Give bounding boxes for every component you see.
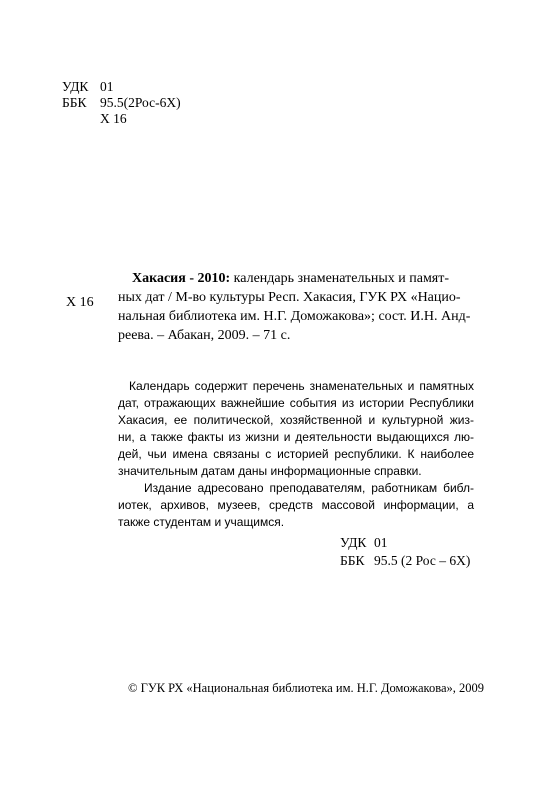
annotation-line: иотек, архивов, музеев, средств массовой информации, а [118, 498, 474, 512]
entry-line-1 [118, 269, 450, 288]
annotation-line: Хакасия, ее политической, хозяйственной и культурной жиз- [118, 413, 474, 427]
udk-label: УДК [340, 535, 367, 550]
bbk-value: 95.5(2Рос-6Х) [100, 95, 181, 110]
entry-line-4: реева. – Абакан, 2009. – 71 с. [118, 328, 291, 343]
annotation-line: Календарь содержит перечень знаменательных и памятных [129, 379, 474, 393]
bottom-udk-line [340, 533, 388, 552]
annotation [118, 378, 474, 531]
bibliographic-entry [118, 269, 471, 345]
annotation-line: дей, чьи имена связаны с историей республики. К наиболее [118, 447, 474, 461]
udk-value: 01 [374, 535, 388, 550]
entry-line-2: ных дат / М-во культуры Респ. Хакасия, ГУК РХ «Нацио- [118, 290, 461, 305]
annotation-line: значительным датам даны информационные справки. [118, 464, 422, 478]
bbk-label: ББК [62, 95, 87, 110]
copyright-line: © ГУК РХ «Национальная библиотека им. Н.Г. Доможакова», 2009 [128, 681, 485, 695]
bbk-label: ББК [340, 553, 365, 568]
entry-author-mark: Х 16 [66, 295, 94, 310]
annotation-line: Издание адресовано преподавателям, работникам библ- [144, 481, 474, 495]
udk-label: УДК [62, 79, 89, 94]
udk-value: 01 [100, 79, 114, 94]
annotation-line: ни, а также факты из жизни и деятельности выдающихся лю- [118, 430, 474, 444]
entry-title: Хакасия - 2010: [132, 271, 231, 286]
top-bbk-line [62, 95, 181, 111]
entry-title-rest: календарь знаменательных и памят- [230, 271, 450, 286]
bbk-value: 95.5 (2 Рос – 6Х) [374, 553, 471, 568]
entry-line-3: нальная библиотека им. Н.Г. Доможакова»; сост. И.Н. Анд- [118, 309, 471, 324]
top-author-sign: Х 16 [100, 111, 127, 126]
top-udk-line [62, 79, 114, 95]
annotation-line: дат, отражающих важнейшие события из истории Республики [118, 396, 474, 410]
annotation-line: также студентам и учащимся. [118, 515, 285, 529]
bottom-bbk-line [340, 551, 470, 570]
